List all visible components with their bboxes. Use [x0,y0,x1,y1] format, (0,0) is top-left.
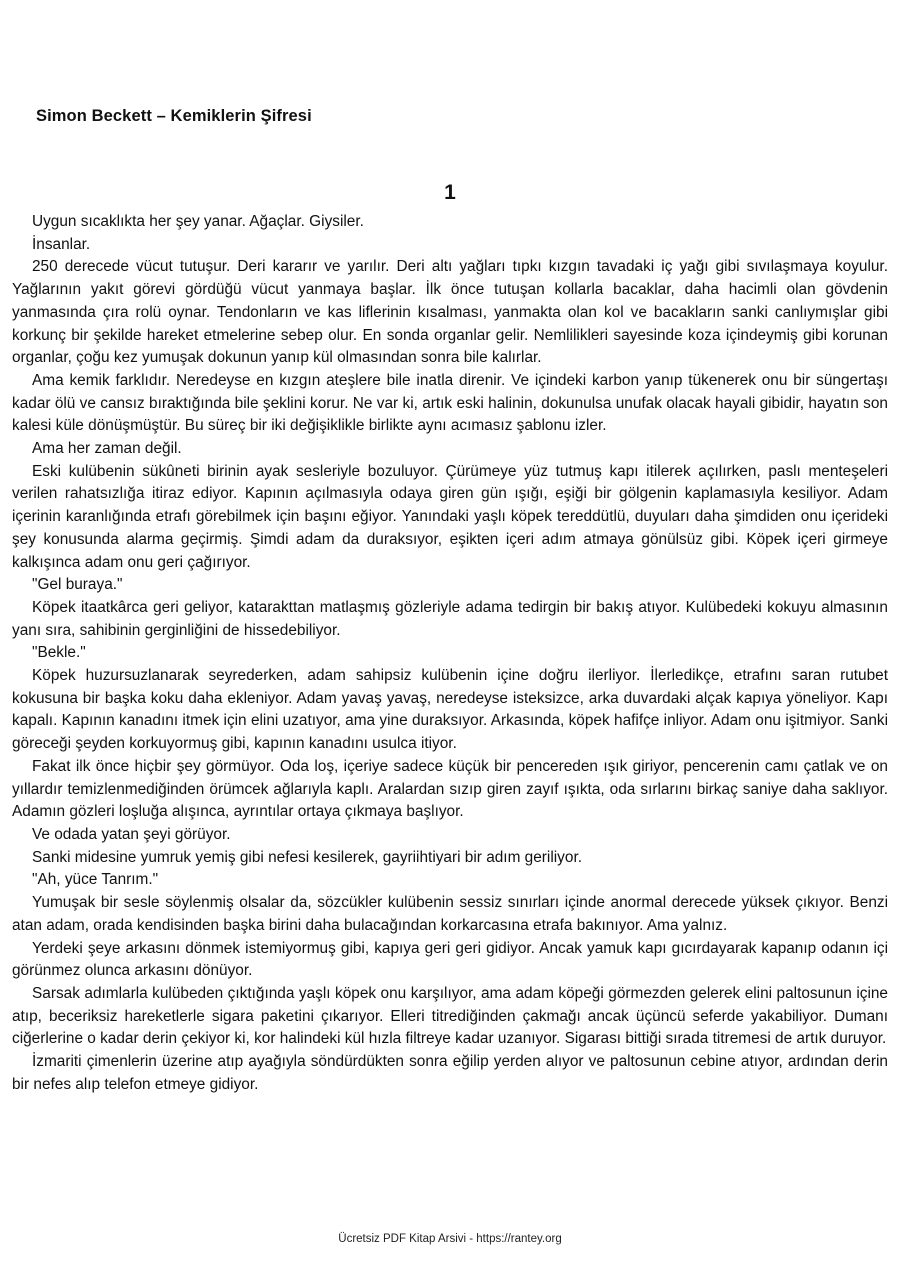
paragraph: Fakat ilk önce hiçbir şey görmüyor. Oda loş, içeriye sadece küçük bir pencereden ışık giriyor, pencerenin camı çatlak ve on yıllardır temizlenmediğinden örümcek ağlarıyla kaplı. Aralardan sızıp giren zayıf ışıkta, oda sırlarını birkaç saniye daha saklıyor. Adamın gözleri loşluğa alışınca, ayrıntılar ortaya çıkmaya başlıyor. [12,757,888,821]
paragraph: Uygun sıcaklıkta her şey yanar. Ağaçlar. Giysiler. [32,213,364,230]
paragraph: Ama kemik farklıdır. Neredeyse en kızgın ateşlere bile inatla direnir. Ve içindeki karbon yanıp tükenerek onu bir süngertaşı kadar ölü ve cansız bıraktığında bile şeklini korur. Ne var ki, artık eski halinin, dokunulsa unufak olacak hayali gibidir, hayatın son kalesi küle dönüşmüştür. Bu süreç bir iki değişiklikle birlikte aynı acımasız şablonu izler. [12,371,888,435]
paragraph: Sarsak adımlarla kulübeden çıktığında yaşlı köpek onu karşılıyor, ama adam köpeği görmezden gelerek elini paltosunun içine atıp, beceriksiz hareketlerle sigara paketini çıkarıyor. Elleri titrediğinden çakmağı ancak üçüncü seferde yakabiliyor. Dumanı ciğerlerine o kadar derin çekiyor ki, kor halindeki kül hızla filtreye kadar uzanıyor. Sigarası bittiği sırada titremesi de artık duruyor. [12,984,888,1048]
paragraph: Köpek huzursuzlanarak seyrederken, adam sahipsiz kulübenin içine doğru ilerliyor. İlerledikçe, etrafını saran rutubet kokusuna bir başka koku daha ekleniyor. Adam yavaş yavaş, neredeyse isteksizce, arka duvardaki alçak kapıya yöneliyor. Kapı kapalı. Kapının kanadını itmek için elini uzatıyor, ama yine duraksıyor. Arkasında, köpek hafifçe inliyor. Adam onu işitmiyor. Sanki göreceği şeyden korkuyormuş gibi, kapının kanadını usulca itiyor. [12,667,888,753]
paragraph: "Ah, yüce Tanrım." [32,871,159,889]
paragraph: "Bekle." [32,644,86,662]
paragraph: Ama her zaman değil. [32,440,182,458]
paragraph: Ve odada yatan şeyi görüyor. [32,825,231,843]
paragraph: Sanki midesine yumruk yemiş gibi nefesi kesilerek, gayriihtiyari bir adım geriliyor. [32,848,582,866]
paragraph: "Gel buraya." [32,576,123,594]
paragraph: Yerdeki şeye arkasını dönmek istemiyormuş gibi, kapıya geri geri gidiyor. Ancak yamuk kapı gıcırdayarak kapanıp odanın içi görünmez olunca arkasını dönüyor. [12,939,888,980]
paragraph: Yumuşak bir sesle söylenmiş olsalar da, sözcükler kulübenin sessiz sınırları içinde anormal derecede yüksek çıkıyor. Benzi atan adam, orada kendisinden başka birini daha bulacağından korkarcasına etrafa bakınıyor. Ama yalnız. [12,894,888,934]
paragraph: 250 derecede vücut tutuşur. Deri kararır ve yarılır. Deri altı yağları tıpkı kızgın tavadaki iç yağı gibi sıvılaşmaya koyulur. Yağlarının yakıt görevi gördüğü vücut yanmaya başlar. İlk önce tutuşan kollarla bacaklar, daha hacimli olan gövdenin yanmasında çıra rolü oynar. Tendonların ve kas liflerinin kısalması, yanmakta olan kol ve bacakların sanki canlıymışlar gibi korkunç bir şekilde hareket etmelerine sebep olur. En sonda organlar gelir. Nemlilikleri sayesinde koza içindeymiş gibi korunan organlar, çoğu kez yumuşak dokunun yanıp kül olmasından sonra bile kalırlar. [12,258,888,367]
book-title: Simon Beckett – Kemiklerin Şifresi [36,107,312,125]
paragraph: Köpek itaatkârca geri geliyor, katarakttan matlaşmış gözleriyle adama tedirgin bir bakış atıyor. Kulübedeki kokuyu almasının yanı sıra, sahibinin gerginliğini de hissedebiliyor. [12,598,888,639]
paragraph: İzmariti çimenlerin üzerine atıp ayağıyla söndürdükten sonra eğilip yerden alıyor ve paltosunun cebine atıyor, ardından derin bir nefes alıp telefon etmeye gidiyor. [12,1053,888,1093]
body-text [12,211,888,1096]
chapter-number: 1 [444,181,456,204]
page-footer: Ücretsiz PDF Kitap Arsivi - https://rantey.org [338,1233,562,1245]
paragraph: İnsanlar. [32,235,91,253]
paragraph: Eski kulübenin sükûneti birinin ayak sesleriyle bozuluyor. Çürümeye yüz tutmuş kapı itilerek açılırken, paslı menteşeleri verilen rahatsızlığa itiraz ediyor. Kapının açılmasıyla odaya giren gün ışığı, eşiği bir gölgenin kaplamasıyla kesiliyor. Adam içerinin karanlığında etrafı görebilmek için başını eğiyor. Yanındaki yaşlı köpek tereddütlü, duyuları daha şimdiden onu içerideki şey konusunda alarma geçirmiş. Şimdi adam da duraksıyor, eşikten içeri adım atmaya gönülsüz gibi. Köpek içeri girmeye kalkışınca adam onu geri çağırıyor. [12,462,888,571]
